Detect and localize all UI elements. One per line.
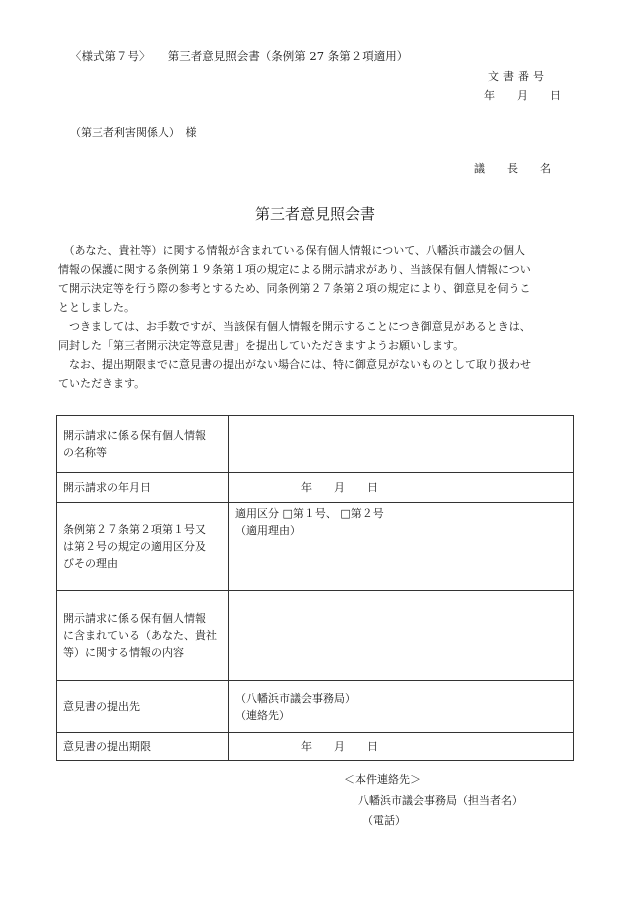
- table-row: [57, 473, 574, 503]
- table-row: [57, 503, 574, 591]
- contact-phone: （電話）: [362, 814, 406, 827]
- row-value-info-content[interactable]: [229, 591, 574, 681]
- row-label-request-date: 開示請求の年月日: [57, 473, 229, 503]
- row-label-info-name: 開示請求に係る保有個人情報 の名称等: [57, 416, 229, 473]
- contact-office: 八幡浜市議会事務局（担当者名）: [358, 794, 523, 807]
- row-label-application-category: 条例第２７条第２項第１号又 は第２号の規定の適用区分及 びその理由: [57, 503, 229, 591]
- document-number-label: 文書番号: [488, 70, 548, 83]
- body-text: [58, 241, 578, 393]
- row-value-info-name[interactable]: [229, 416, 574, 473]
- table-row: [57, 416, 574, 473]
- document-title: 第三者意見照会書: [254, 205, 375, 223]
- row-value-application-category[interactable]: 適用区分 □第１号、 □第２号 （適用理由）: [229, 503, 574, 591]
- table-row: [57, 591, 574, 681]
- contact-heading: ＜本件連絡先＞: [344, 773, 421, 786]
- form-number-label: 〈様式第７号〉 第三者意見照会書（条例第 27 条第２項適用）: [70, 49, 409, 63]
- row-value-request-date[interactable]: 年 月 日: [229, 473, 574, 503]
- table-row: [57, 681, 574, 733]
- addressee-label: （第三者利害関係人） 様: [70, 126, 197, 139]
- row-label-submission-deadline: 意見書の提出期限: [57, 733, 229, 761]
- row-label-submission-destination: 意見書の提出先: [57, 681, 229, 733]
- information-table: [56, 415, 574, 761]
- document-date-label: 年 月 日: [484, 89, 561, 102]
- row-value-submission-destination[interactable]: （八幡浜市議会事務局） （連絡先）: [229, 681, 574, 733]
- body-paragraph-1: （あなた、貴社等）に関する情報が含まれている保有個人情報について、八幡浜市議会の個人 情報の保護に関する条例第１９条第１項の規定による開示請求があり、当該保有個人情報につい て開示決定等を行う際の参考とするため、同条例第２７条第２項の規定により、御意見を伺うこ ととしました。: [58, 244, 531, 314]
- row-value-submission-deadline[interactable]: 年 月 日: [229, 733, 574, 761]
- chairman-name-label: 議 長 名: [474, 162, 551, 175]
- body-paragraph-3: なお、提出期限までに意見書の提出がない場合には、特に御意見がないものとして取り扱わせ ていただきます。: [58, 358, 531, 390]
- body-paragraph-2: つきましては、お手数ですが、当該保有個人情報を開示することにつき御意見があるときは、 同封した「第三者開示決定等意見書」を提出していただきますようお願いします。: [58, 320, 531, 352]
- row-label-info-content: 開示請求に係る保有個人情報 に含まれている（あなた、貴社 等）に関する情報の内容: [57, 591, 229, 681]
- table-row: [57, 733, 574, 761]
